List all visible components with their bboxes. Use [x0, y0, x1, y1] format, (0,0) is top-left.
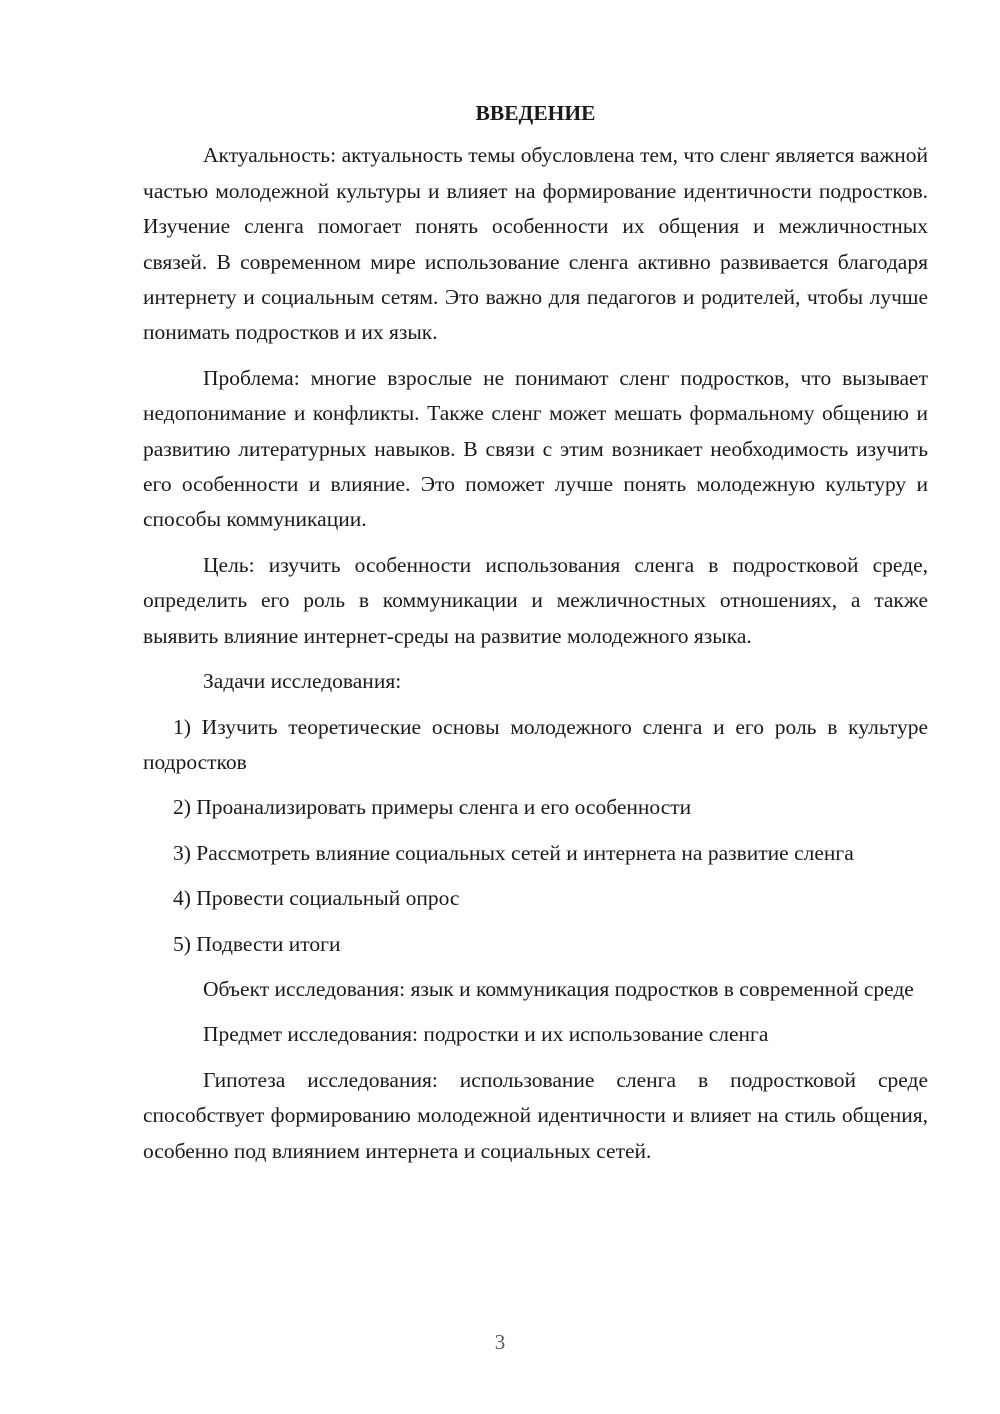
- task-item: 5) Подвести итоги: [173, 931, 341, 956]
- task-item: 1) Изучить теоретические основы молодежного сленга и его роль в культуре подростков: [143, 714, 928, 774]
- paragraph-subject: Предмет исследования: подростки и их использование сленга: [203, 1022, 769, 1047]
- paragraph-problem: Проблема: многие взрослые не понимают сленг подростков, что вызывает недопонимание и конфликты. Также сленг может мешать формальному общению и развитию литературных навыков. В связи с этим возникает необходимость изучить его особенности и влияние. Это поможет лучше понять молодежную культуру и способы коммуникации.: [143, 365, 928, 532]
- task-item: 2) Проанализировать примеры сленга и его особенности: [173, 795, 692, 820]
- tasks-heading: Задачи исследования:: [203, 669, 402, 694]
- page-number: 3: [494, 1330, 506, 1354]
- paragraph-goal: Цель: изучить особенности использования сленга в подростковой среде, определить его роль в коммуникации и межличностных отношениях, а также выявить влияние интернет-среды на развитие молодежного языка.: [143, 552, 928, 648]
- paragraph-hypothesis: Гипотеза исследования: использование сленга в подростковой среде способствует формированию молодежной идентичности и влияет на стиль общения, особенно под влиянием интернета и социальных сетей.: [143, 1067, 928, 1163]
- page-content: [143, 96, 928, 1179]
- page-title: ВВЕДЕНИЕ: [475, 101, 596, 125]
- paragraph-relevance: Актуальность: актуальность темы обусловлена тем, что сленг является важной частью молодежной культуры и влияет на формирование идентичности подростков. Изучение сленга помогает понять особенности их общения и межличностных связей. В современном мире использование сленга активно развивается благодаря интернету и социальным сетям. Это важно для педагогов и родителей, чтобы лучше понимать подростков и их язык.: [143, 143, 928, 345]
- paragraph-object: Объект исследования: язык и коммуникация подростков в современной среде: [203, 976, 914, 1001]
- task-item: 4) Провести социальный опрос: [173, 886, 460, 911]
- task-item: 3) Рассмотреть влияние социальных сетей и интернета на развитие сленга: [173, 840, 854, 865]
